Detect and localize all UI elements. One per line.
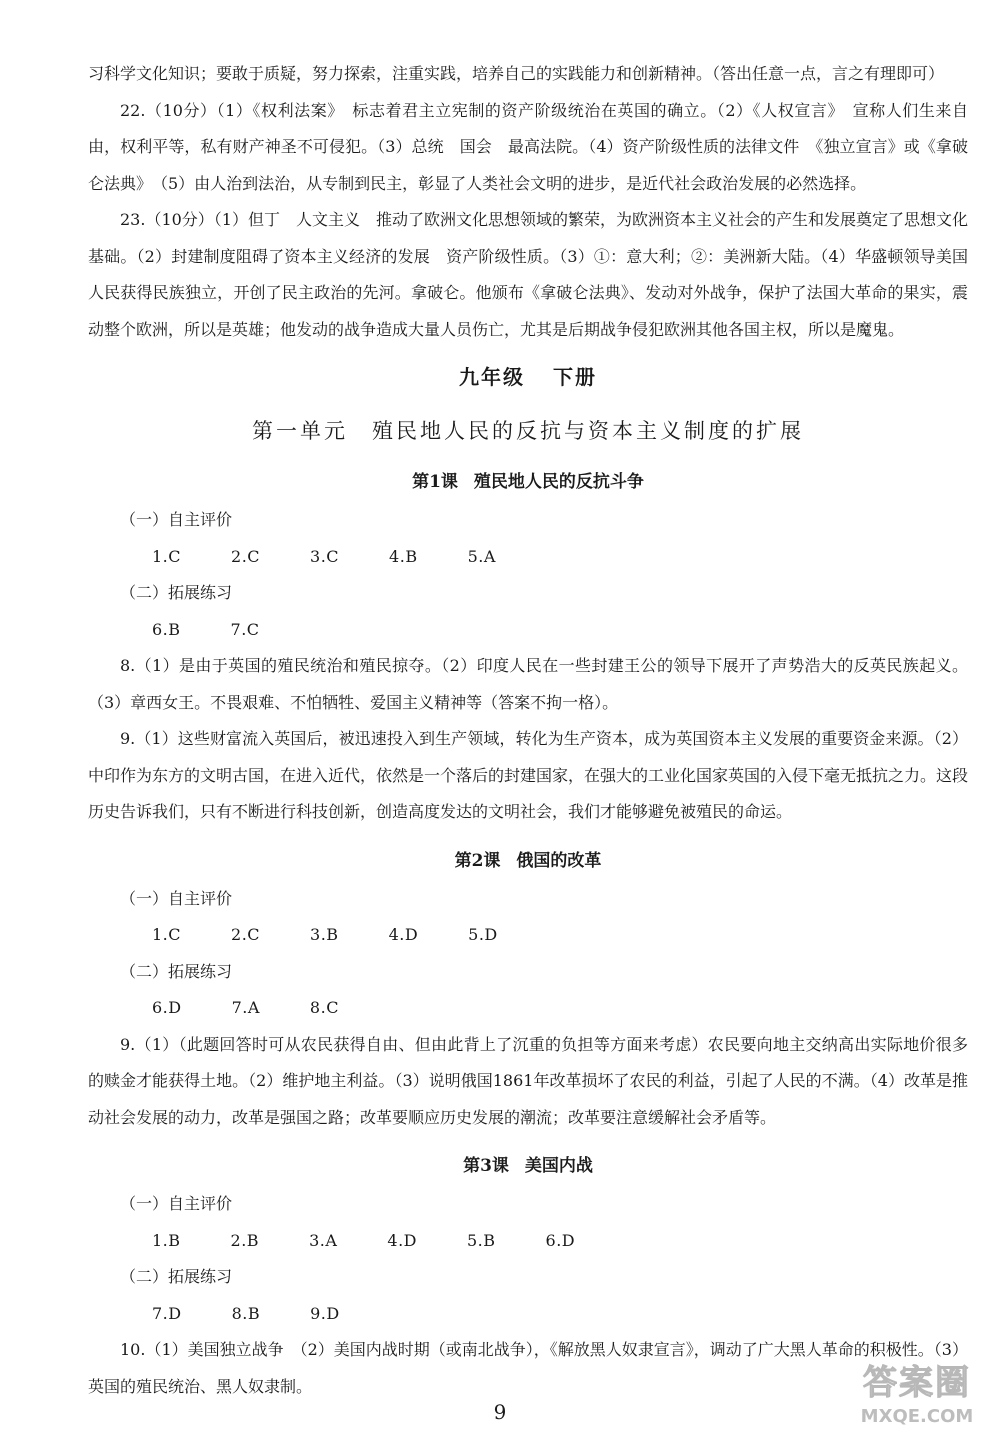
section-extension-practice: （二）拓展练习 [120, 961, 233, 981]
answer-page [88, 56, 968, 1405]
answer-item: 5.A [467, 546, 496, 566]
lesson-number: 第2课 [454, 850, 501, 871]
volume-label: 下册 [553, 365, 597, 389]
answer-item: 8.B [231, 1303, 261, 1323]
question-9-answer: 9.（1）这些财富流入英国后，被迅速投入到生产领域，转化为生产资本，成为英国资本主义发展的重要资金来源。（2）中印作为东方的文明古国，在进入近代，依然是一个落后的封建国家，在强大的工业化国家英国的入侵下毫无抵抗之力。这段历史告诉我们，只有不断进行科技创新，创造高度发达的文明社会，我们才能够避免被殖民的命运。 [88, 729, 969, 821]
answer-item: 1.C [152, 925, 182, 944]
page-number: 9 [493, 1400, 507, 1424]
question-23-answer: 23.（10分）（1）但丁 人文主义 推动了欧洲文化思想领域的繁荣，为欧洲资本主义社会的产生和发展奠定了思想文化基础。（2）封建制度阻碍了资本主义经济的发展 资产阶级性质。（3）①：意大利；②：美洲新大陆。（4）华盛顿领导美国人民获得民族独立，开创了民主政治的先河。拿破仑。他颁布《拿破仑法典》、发动对外战争，保护了法国大革命的果实，震动整个欧洲，所以是英雄；他发动的战争造成大量人员伤亡，尤其是后期战争侵犯欧洲其他各国主权，所以是魔鬼。 [88, 210, 968, 339]
question-10-answer: 10.（1）美国独立战争 （2）美国内战时期（或南北战争），《解放黑人奴隶宣言》，调动了广大黑人革命的积极性。（3）英国的殖民统治、黑人奴隶制。 [88, 1340, 968, 1396]
watermark-logo [842, 1360, 992, 1440]
answer-item: 7.A [231, 998, 260, 1017]
answer-item: 7.D [152, 1303, 182, 1323]
answer-item: 2.C [231, 925, 261, 944]
answer-item: 4.D [387, 1230, 417, 1250]
choice-answers [88, 612, 968, 649]
choice-answers [88, 990, 968, 1027]
answer-item: 2.B [230, 1230, 260, 1250]
question-22-answer: 22.（10分）（1）《权利法案》 标志着君主立宪制的资产阶级统治在英国的确立。（2）《人权宣言》 宣称人们生来自由，权利平等，私有财产神圣不可侵犯。（3）总统 国会 最高法院。（4）资产阶级性质的法律文件 《独立宣言》或《拿破仑法典》 （5）由人治到法治，从专制到民主，彰显了人类社会文明的进步，是近代社会政治发展的必然选择。 [88, 100, 968, 193]
lesson-3-heading [88, 1146, 968, 1186]
lesson-title: 殖民地人民的反抗斗争 [473, 472, 644, 492]
answer-item: 6.D [152, 998, 182, 1017]
answer-item: 1.B [152, 1230, 181, 1250]
answer-item: 3.C [310, 546, 340, 566]
unit-number: 第一单元 [252, 419, 348, 443]
section-extension-practice: （二）拓展练习 [120, 1267, 233, 1286]
answer-item: 4.B [389, 546, 418, 566]
answer-item: 7.C [230, 619, 260, 639]
lesson-title: 美国内战 [524, 1156, 593, 1176]
question-8-answer: 8.（1）是由于英国的殖民统治和殖民掠夺。（2）印度人民在一些封建王公的领导下展开了声势浩大的反英民族起义。（3）章西女王。不畏艰难、不怕牺牲、爱国主义精神等（答案不拘一格）。 [88, 656, 968, 712]
lesson-1-heading [88, 462, 968, 502]
grade-label: 九年级 [459, 365, 525, 389]
choice-answers [88, 1223, 968, 1260]
lesson-number: 第3课 [463, 1156, 509, 1176]
choice-answers [88, 917, 968, 954]
section-self-evaluation: （一）自主评价 [120, 510, 233, 529]
answer-item: 5.D [468, 925, 498, 944]
answer-item: 6.B [152, 619, 181, 639]
watermark-url: MXQE.COM [860, 1406, 974, 1427]
choice-answers [88, 539, 968, 576]
answer-item: 2.C [231, 546, 261, 566]
lesson-2-heading [88, 841, 968, 881]
section-self-evaluation: （一）自主评价 [120, 1194, 233, 1213]
unit-title: 殖民地人民的反抗与资本主义制度的扩展 [372, 419, 804, 443]
grade-heading [88, 358, 968, 396]
intro-continuation: 习科学文化知识；要敢于质疑，努力探索，注重实践，培养自己的实践能力和创新精神。（答出任意一点，言之有理即可） [88, 64, 945, 83]
answer-item: 3.B [310, 925, 339, 944]
answer-item: 5.B [466, 1230, 496, 1250]
answer-item: 6.D [545, 1230, 576, 1250]
answer-item: 4.D [388, 925, 419, 944]
answer-item: 8.C [309, 998, 339, 1017]
answer-item: 9.D [310, 1303, 340, 1323]
lesson-number: 第1课 [412, 472, 458, 492]
answer-item: 3.A [309, 1230, 338, 1250]
section-extension-practice: （二）拓展练习 [120, 583, 233, 602]
unit-heading [88, 410, 968, 452]
answer-item: 1.C [152, 546, 182, 566]
section-self-evaluation: （一）自主评价 [120, 888, 233, 908]
choice-answers [88, 1296, 968, 1333]
question-9-answer: 9.（1）（此题回答时可从农民获得自由、但由此背上了沉重的负担等方面来考虑）农民要向地主交纳高出实际地价很多的赎金才能获得土地。（2）维护地主利益。（3）说明俄国1861年改革损坏了农民的利益，引起了人民的不满。（4）改革是推动社会发展的动力，改革是强国之路；改革要顺应历史发展的潮流；改革要注意缓解社会矛盾等。 [88, 1034, 968, 1127]
lesson-title: 俄国的改革 [516, 850, 602, 871]
watermark-brand: 答案圈 [863, 1363, 971, 1403]
